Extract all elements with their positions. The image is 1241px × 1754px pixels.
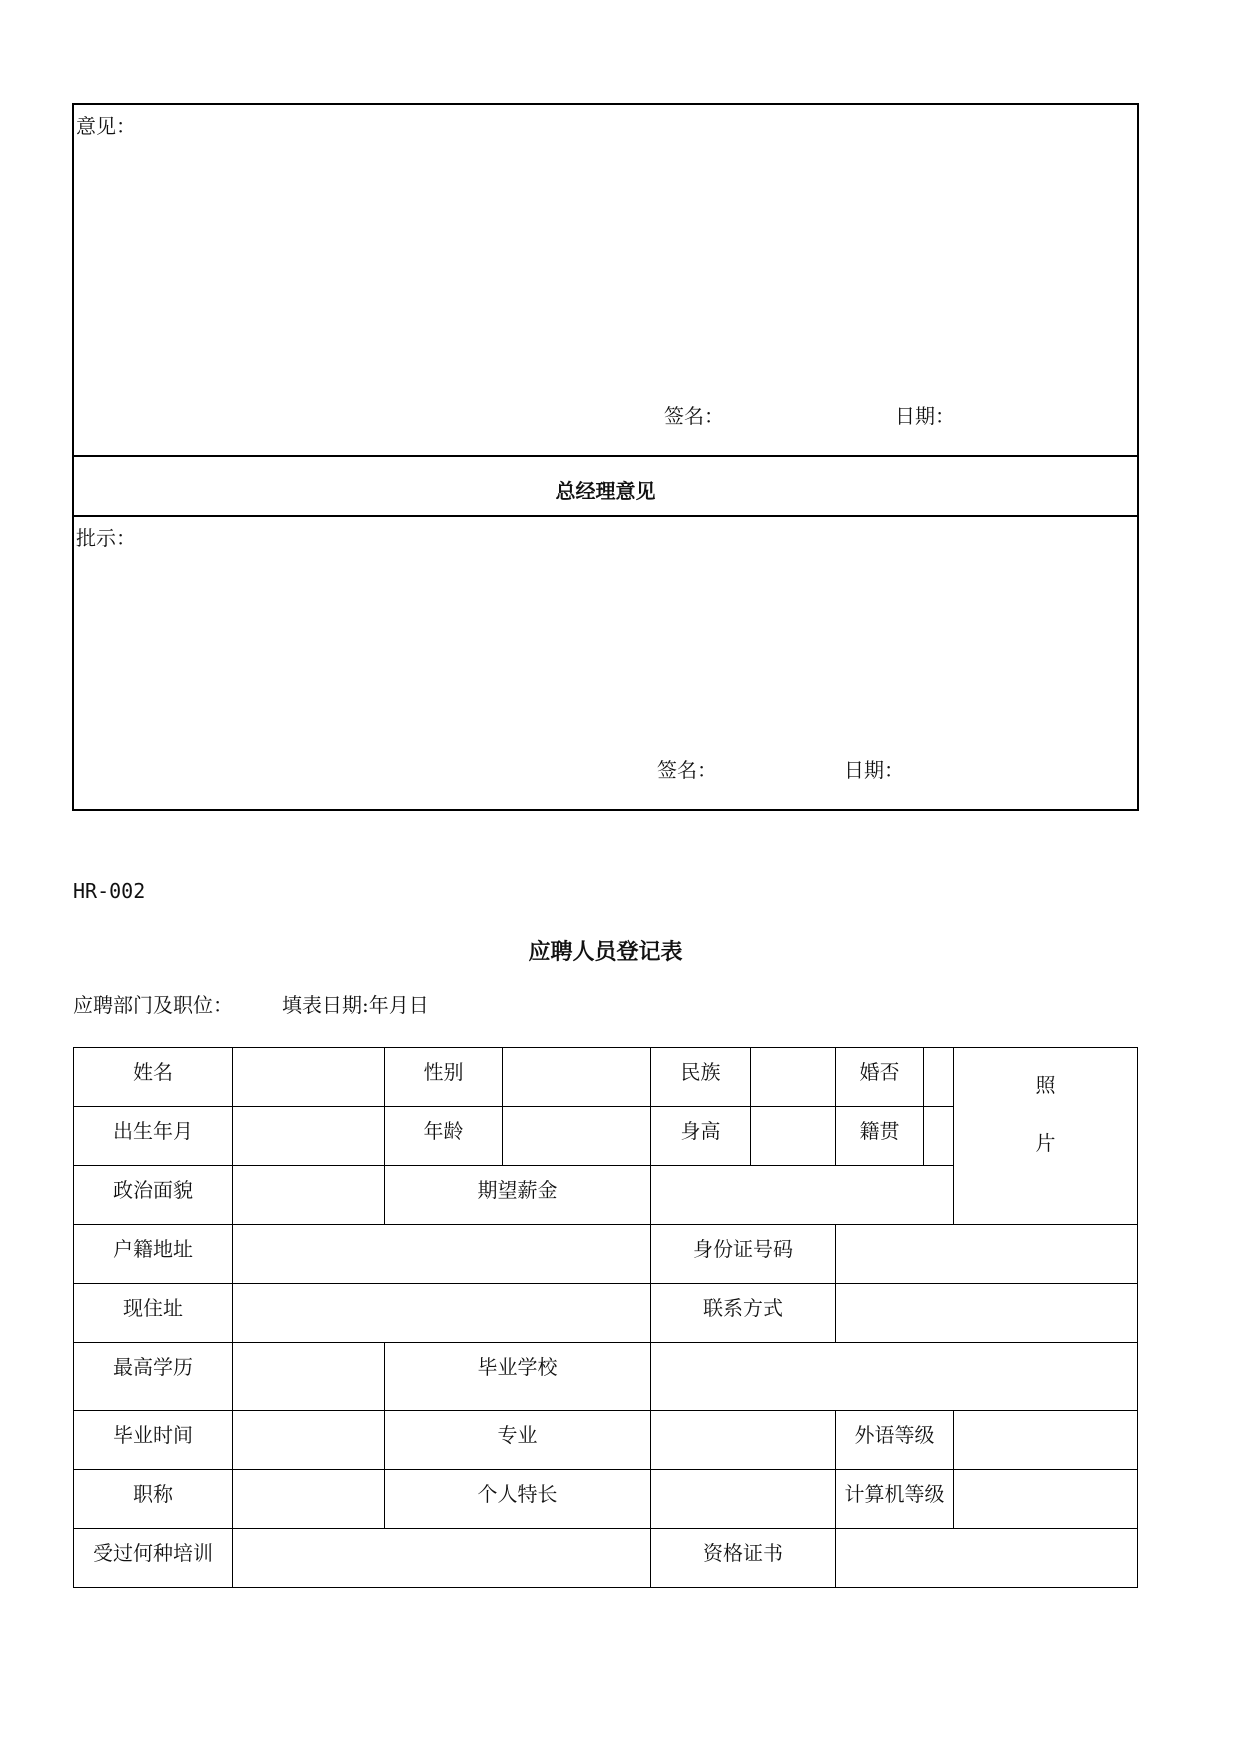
registration-table: [73, 1047, 1138, 1588]
table-row: [74, 1225, 1138, 1284]
grad-time-field[interactable]: [233, 1411, 385, 1470]
id-number-label: 身份证号码: [651, 1225, 836, 1284]
contact-field[interactable]: [836, 1284, 1138, 1343]
foreign-lang-label: 外语等级: [836, 1411, 954, 1470]
training-field[interactable]: [233, 1529, 651, 1588]
gm-opinion-header-box: [72, 455, 1139, 517]
name-field[interactable]: [233, 1048, 385, 1107]
computer-level-field[interactable]: [954, 1470, 1138, 1529]
photo-char-1: 照: [1035, 1073, 1056, 1097]
name-label: 姓名: [74, 1048, 233, 1107]
specialty-field[interactable]: [651, 1470, 836, 1529]
major-field[interactable]: [651, 1411, 836, 1470]
table-row: [74, 1529, 1138, 1588]
native-place-field[interactable]: [924, 1107, 954, 1166]
table-row: [74, 1048, 1138, 1107]
marital-field[interactable]: [924, 1048, 954, 1107]
gender-field[interactable]: [503, 1048, 651, 1107]
sign-label-2: 签名：: [657, 758, 717, 782]
computer-level-label: 计算机等级: [836, 1470, 954, 1529]
gm-opinion-title: 总经理意见: [555, 479, 656, 503]
instruction-label: 批示：: [76, 526, 136, 550]
birth-field[interactable]: [233, 1107, 385, 1166]
age-label: 年龄: [385, 1107, 503, 1166]
title-rank-field[interactable]: [233, 1470, 385, 1529]
photo-cell[interactable]: [954, 1048, 1138, 1225]
date-label-2: 日期：: [844, 758, 904, 782]
foreign-lang-field[interactable]: [954, 1411, 1138, 1470]
instruction-box: [72, 515, 1139, 811]
age-field[interactable]: [503, 1107, 651, 1166]
table-row: [74, 1411, 1138, 1470]
school-field[interactable]: [651, 1343, 1138, 1411]
form-code: HR-002: [73, 879, 146, 903]
major-label: 专业: [385, 1411, 651, 1470]
native-place-label: 籍贯: [836, 1107, 924, 1166]
opinion-box: [72, 103, 1139, 457]
id-number-field[interactable]: [836, 1225, 1138, 1284]
school-label: 毕业学校: [385, 1343, 651, 1411]
grad-time-label: 毕业时间: [74, 1411, 233, 1470]
household-address-field[interactable]: [233, 1225, 651, 1284]
table-row: [74, 1343, 1138, 1411]
training-label: 受过何种培训: [74, 1529, 233, 1588]
ethnicity-field[interactable]: [751, 1048, 836, 1107]
education-field[interactable]: [233, 1343, 385, 1411]
photo-char-2: 片: [1035, 1131, 1056, 1155]
contact-label: 联系方式: [651, 1284, 836, 1343]
expected-salary-label: 期望薪金: [385, 1166, 651, 1225]
certificate-field[interactable]: [836, 1529, 1138, 1588]
current-address-field[interactable]: [233, 1284, 651, 1343]
marital-label: 婚否: [836, 1048, 924, 1107]
certificate-label: 资格证书: [651, 1529, 836, 1588]
form-title: 应聘人员登记表: [528, 940, 683, 965]
birth-label: 出生年月: [74, 1107, 233, 1166]
title-rank-label: 职称: [74, 1470, 233, 1529]
expected-salary-field[interactable]: [651, 1166, 954, 1225]
height-label: 身高: [651, 1107, 751, 1166]
date-label: 日期：: [895, 404, 955, 428]
dept-position-label: 应聘部门及职位：: [73, 993, 233, 1017]
gender-label: 性别: [385, 1048, 503, 1107]
table-row: [74, 1470, 1138, 1529]
political-label: 政治面貌: [74, 1166, 233, 1225]
education-label: 最高学历: [74, 1343, 233, 1411]
table-row: [74, 1284, 1138, 1343]
fill-date-label: 填表日期:年月日: [282, 993, 429, 1017]
height-field[interactable]: [751, 1107, 836, 1166]
sign-label: 签名：: [664, 404, 724, 428]
ethnicity-label: 民族: [651, 1048, 751, 1107]
opinion-label: 意见：: [76, 114, 136, 138]
specialty-label: 个人特长: [385, 1470, 651, 1529]
current-address-label: 现住址: [74, 1284, 233, 1343]
political-field[interactable]: [233, 1166, 385, 1225]
household-address-label: 户籍地址: [74, 1225, 233, 1284]
